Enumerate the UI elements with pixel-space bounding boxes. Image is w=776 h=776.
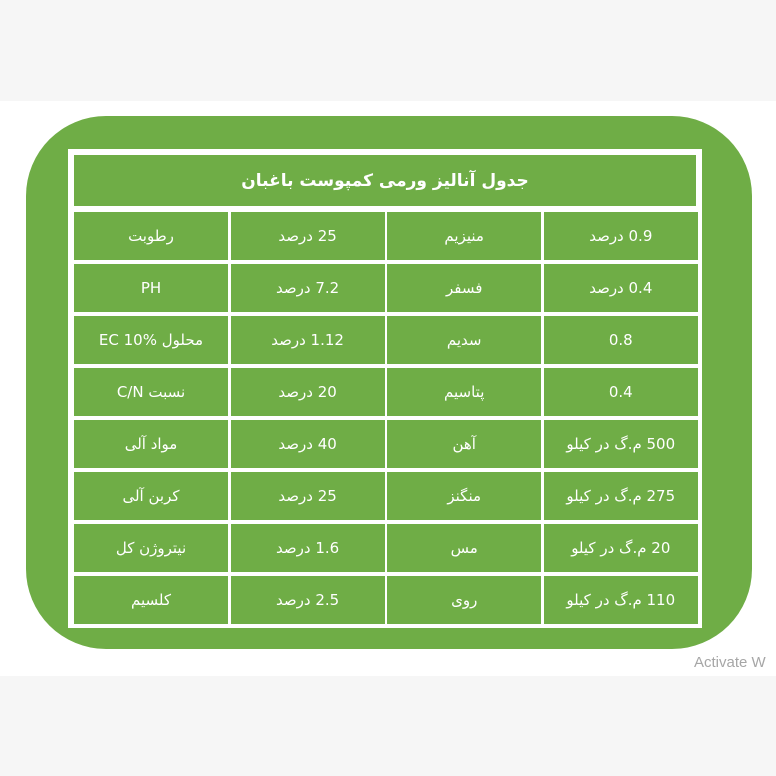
table-cell-name: منگنز [387,472,541,520]
table-cell-value: 25 درصد [231,472,385,520]
table-cell-name: مواد آلی [74,420,228,468]
table-cell-value: 20 م.گ در کیلو [544,524,698,572]
table-cell-name: پتاسیم [387,368,541,416]
table-cell-value: 2.5 درصد [231,576,385,624]
table-cell-value: 40 درصد [231,420,385,468]
table-cell-value: 20 درصد [231,368,385,416]
table-cell-value: 110 م.گ در کیلو [544,576,698,624]
table-cell-value: 275 م.گ در کیلو [544,472,698,520]
table-body [74,212,696,628]
table-cell-value: 0.4 [544,368,698,416]
table-cell-name: نسبت C/N [74,368,228,416]
table-cell-value: 500 م.گ در کیلو [544,420,698,468]
table-cell-value: 0.4 درصد [544,264,698,312]
table-cell-name: روی [387,576,541,624]
table-cell-name: EC 10% محلول [74,316,228,364]
table-cell-value: 25 درصد [231,212,385,260]
table-cell-value: 0.9 درصد [544,212,698,260]
table-cell-name: سدیم [387,316,541,364]
activate-windows-watermark: Activate W [694,654,766,671]
table-cell-name: کلسیم [74,576,228,624]
table-cell-name: PH [74,264,228,312]
table-cell-name: منیزیم [387,212,541,260]
table-cell-value: 1.6 درصد [231,524,385,572]
analysis-table [68,149,702,628]
table-title: جدول آنالیز ورمی کمپوست باغبان [74,155,696,206]
table-cell-name: مس [387,524,541,572]
table-cell-name: فسفر [387,264,541,312]
table-cell-value: 1.12 درصد [231,316,385,364]
table-cell-name: آهن [387,420,541,468]
table-cell-name: کربن آلی [74,472,228,520]
table-cell-name: رطوبت [74,212,228,260]
table-cell-value: 7.2 درصد [231,264,385,312]
table-cell-name: نیتروژن کل [74,524,228,572]
table-cell-value: 0.8 [544,316,698,364]
